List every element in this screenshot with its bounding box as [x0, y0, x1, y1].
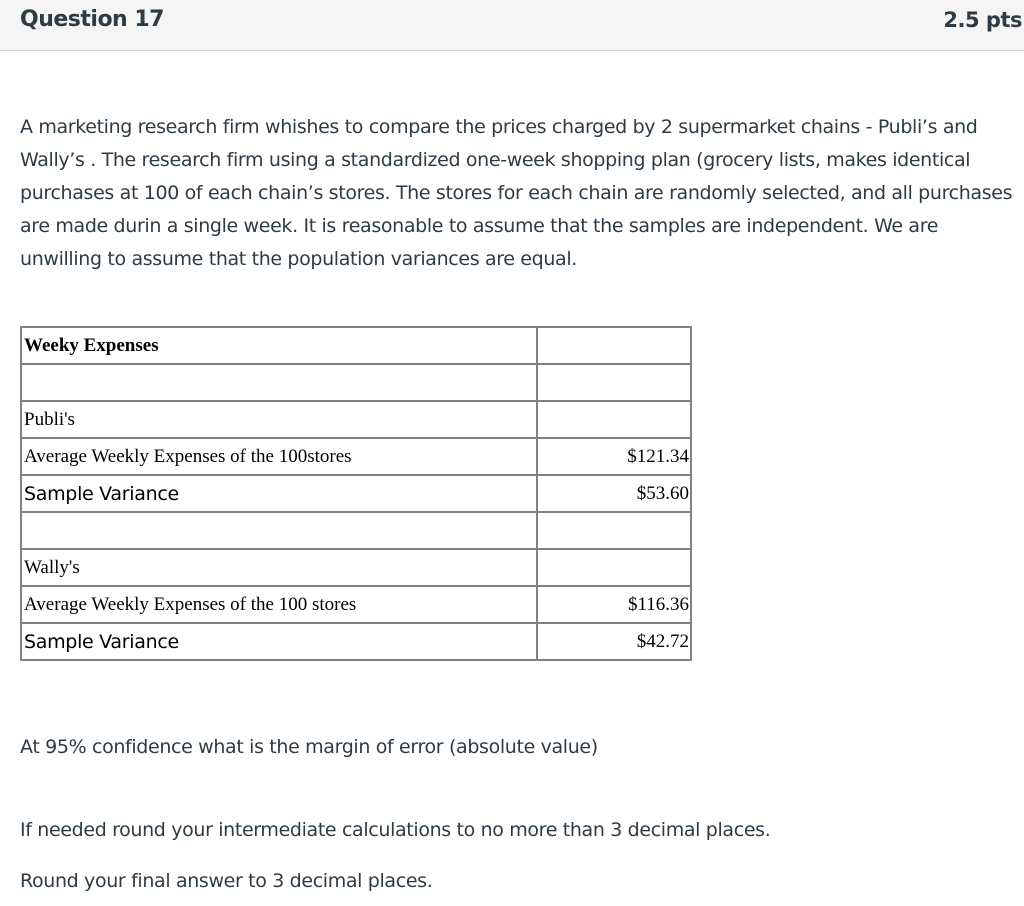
question-text: A marketing research firm whishes to compare the prices charged by 2 supermarket chains - Publi’s and Wally’s . The research firm using a standardized one-week shopping plan (grocery lists, makes identical purchases at 100 of each chain’s stores. The stores for each chain are randomly selected, and all purchases are made durin a single week. It is reasonable to assume that the samples are independent. We are unwilling to assume that the population variances are equal. [20, 116, 1013, 270]
wallys-avg-label: Average Weekly Expenses of the 100 stores [21, 586, 537, 623]
table-cell-empty [537, 512, 692, 549]
table-row [21, 586, 691, 623]
question-points: 2.5 pts [943, 8, 1022, 32]
wallys-variance-label: Sample Variance [21, 623, 537, 660]
table-header-label: Weeky Expenses [21, 327, 537, 364]
intermediate-rounding-note: If needed round your intermediate calculations to no more than 3 decimal places. [20, 819, 771, 841]
table-cell-empty [21, 512, 537, 549]
publis-variance-value: $53.60 [537, 475, 692, 512]
publis-avg-label: Average Weekly Expenses of the 100stores [21, 438, 537, 475]
table-row [21, 438, 691, 475]
publis-variance-label: Sample Variance [21, 475, 537, 512]
final-rounding-note: Round your final answer to 3 decimal places. [20, 870, 433, 892]
question-title: Question 17 [20, 7, 164, 32]
table-cell-empty [21, 364, 537, 401]
table-row [21, 327, 691, 364]
table-row [21, 364, 691, 401]
wallys-name: Wally's [21, 549, 537, 586]
question-header [0, 0, 1024, 51]
table-row [21, 475, 691, 512]
publis-avg-value: $121.34 [537, 438, 692, 475]
table-row [21, 512, 691, 549]
confidence-prompt: At 95% confidence what is the margin of error (absolute value) [20, 736, 598, 758]
expenses-table [20, 326, 692, 661]
wallys-variance-value: $42.72 [537, 623, 692, 660]
table-row [21, 623, 691, 660]
table-cell-empty [537, 364, 692, 401]
table-row [21, 549, 691, 586]
publis-name: Publi's [21, 401, 537, 438]
table-cell-empty [537, 549, 692, 586]
table-row [21, 401, 691, 438]
wallys-avg-value: $116.36 [537, 586, 692, 623]
table-cell-empty [537, 401, 692, 438]
table-cell-empty [537, 327, 692, 364]
